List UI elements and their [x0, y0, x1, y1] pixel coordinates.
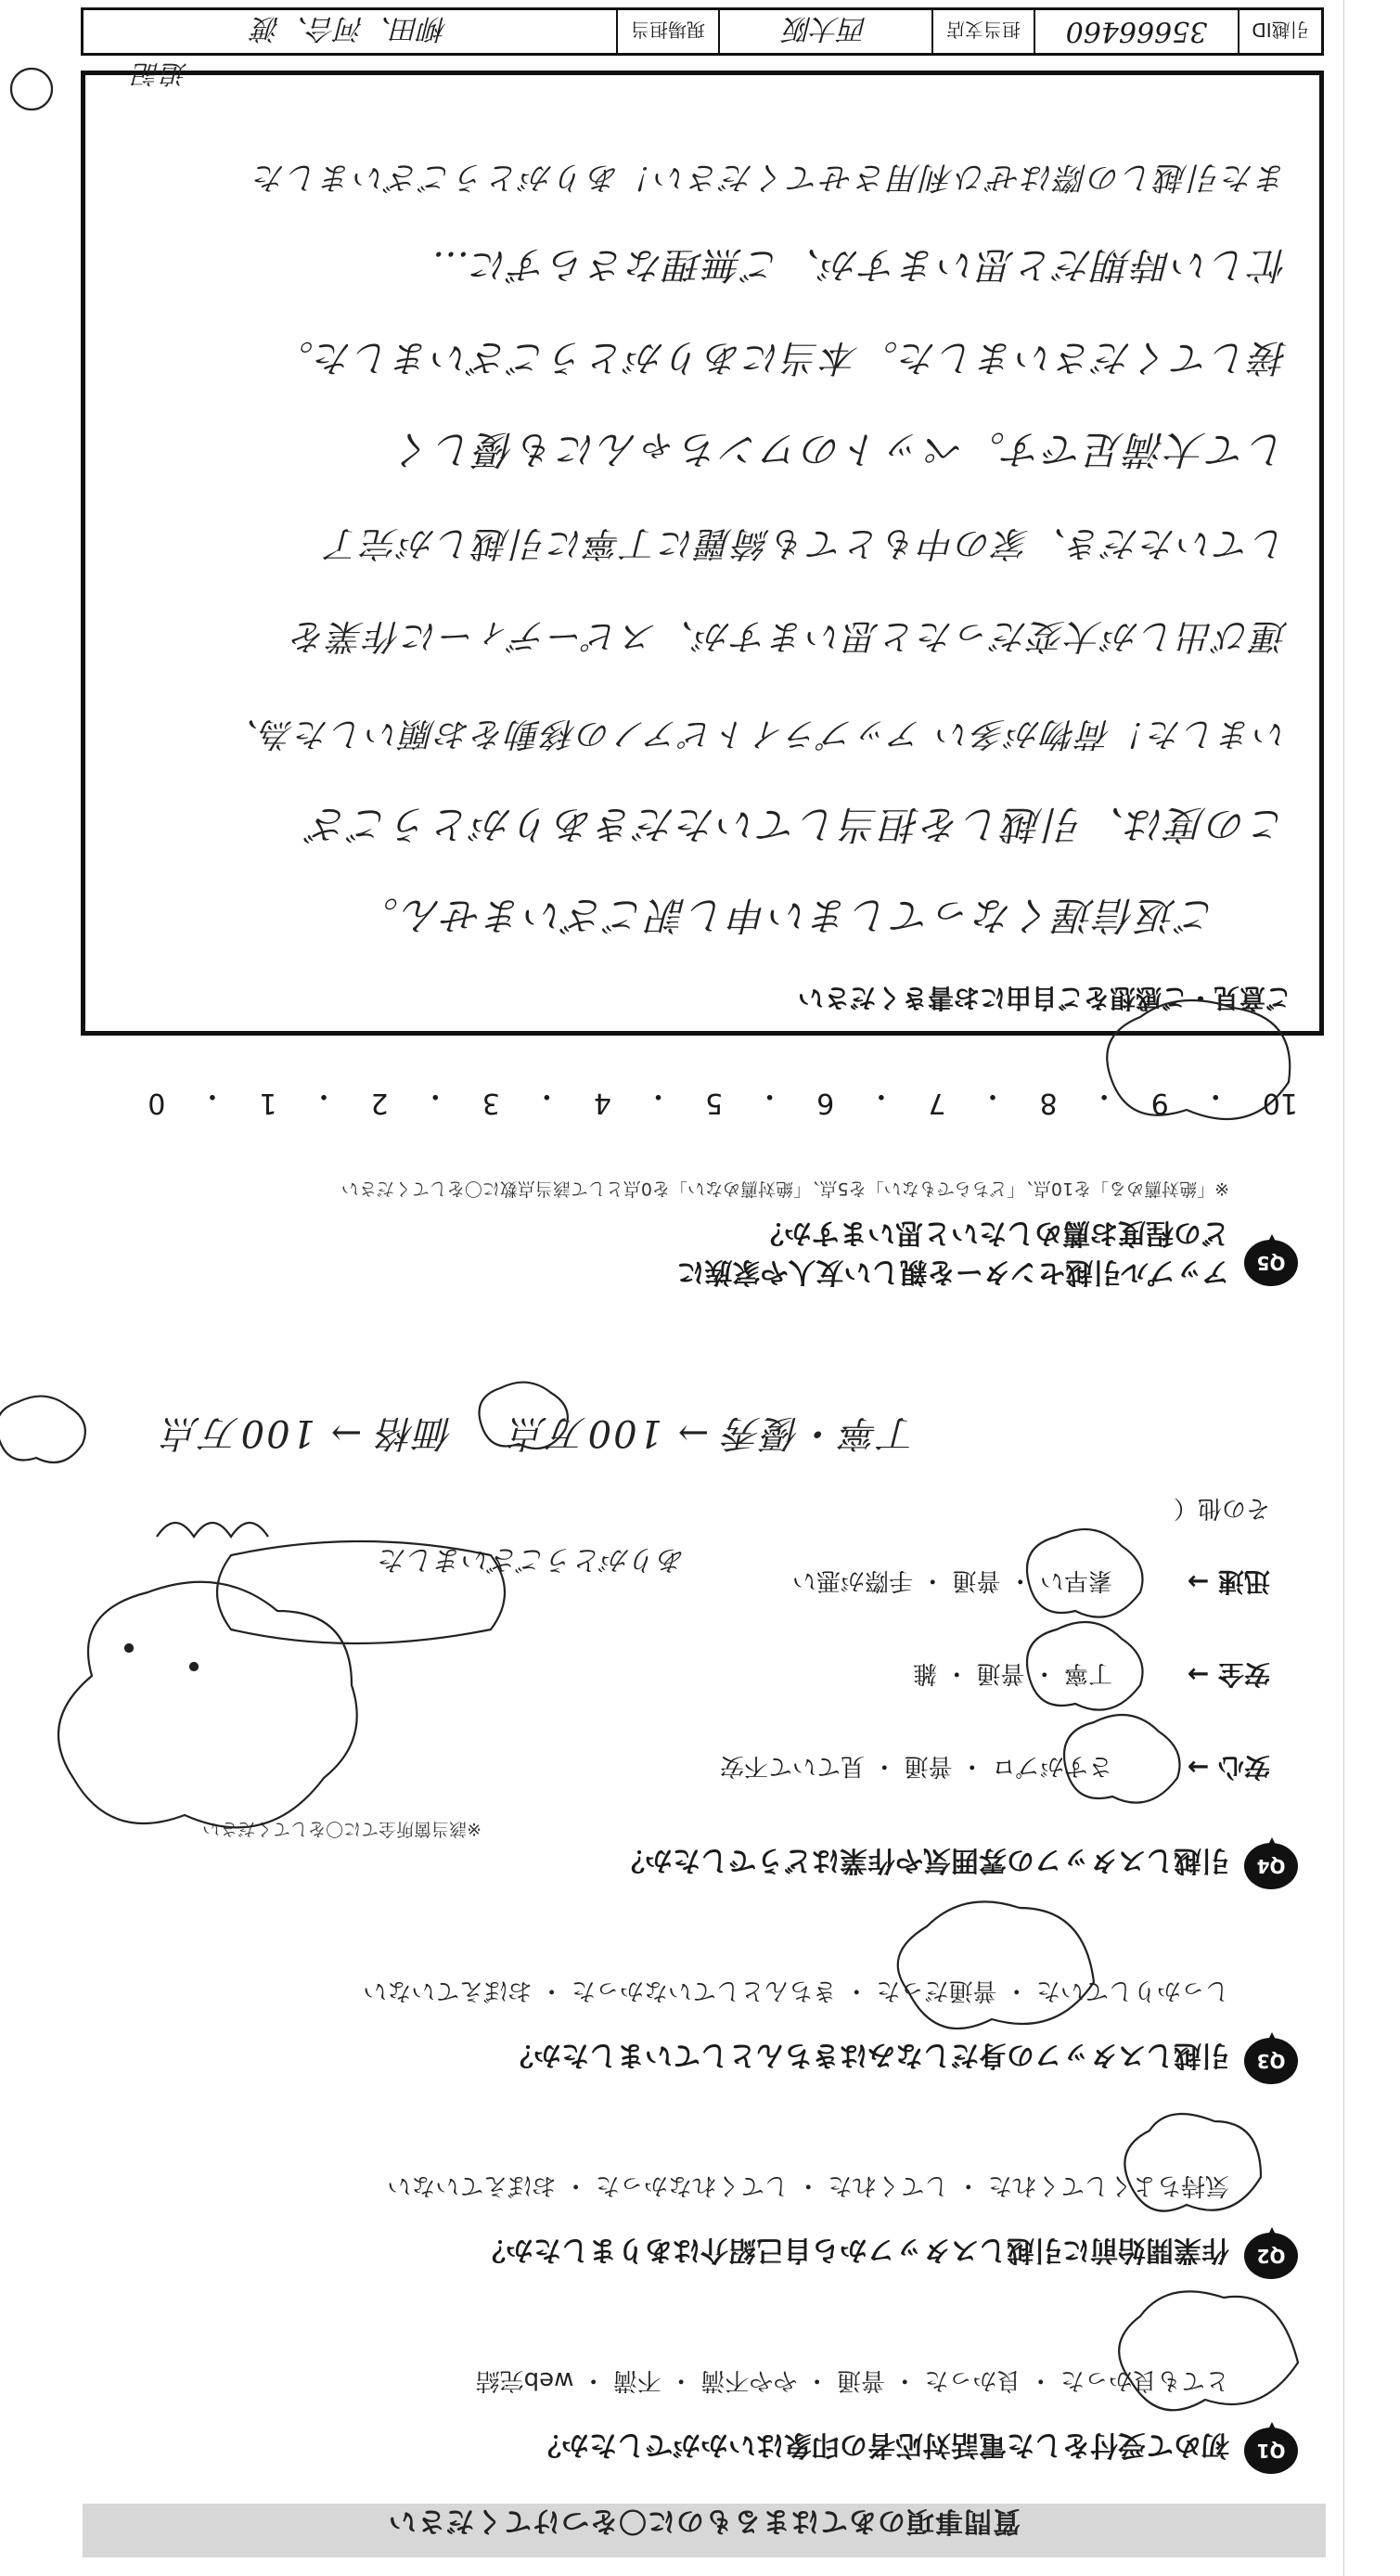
q5-text-line1: アップル引越センターを親しい友人や家族に	[676, 1256, 1229, 1288]
q3-options: しっかりしていた ・ 普通だった ・ きちんとしていなかった ・ おぼえていない	[363, 1977, 1229, 2004]
footer-id-label: 引越ID	[1238, 10, 1321, 53]
score-separator: ・	[644, 1079, 673, 1112]
comment-corner-note: 追記	[131, 58, 187, 89]
q4-row-anzen-label: 安全 →	[1187, 1659, 1270, 1690]
score-separator: ・	[198, 1079, 226, 1112]
q4-row-anshin-options: さすがプロ ・ 普通 ・ 見ていて不安	[719, 1752, 1112, 1780]
score-separator: ・	[421, 1079, 450, 1112]
q1-badge: Q1	[1244, 2428, 1298, 2474]
score-separator: ・	[1090, 1079, 1119, 1112]
q2-badge: Q2	[1244, 2233, 1298, 2279]
q4-text: 引越しスタッフの雰囲気や作業はどうでしたか？	[617, 1844, 1229, 1876]
q1-text: 初めて受付をした電話対応者の印象はいかがでしたか？	[533, 2428, 1229, 2461]
comment-line-2: この度は、引越しを担当していただきありがとうござ	[307, 802, 1288, 847]
q4-badge: Q4	[1244, 1843, 1298, 1889]
comment-line-6: して大満足です。ペットのワンちゃんにも優しく	[392, 427, 1288, 472]
score-option[interactable]: 4	[593, 1087, 611, 1119]
score-option[interactable]: 3	[482, 1087, 500, 1119]
instruction-text: 質問事項のあてはまるものに〇をつけてください	[388, 2505, 1021, 2537]
q4-other-answer-1: 丁寧・優秀 → 100万点	[507, 1411, 918, 1454]
score-separator: ・	[1201, 1079, 1230, 1112]
q4-note: ※該当箇所全てに〇をしてください	[202, 1819, 482, 1839]
comment-line-5: していただき、家の中もとても綺麗に丁寧に引越しが完了	[324, 523, 1288, 564]
score-option[interactable]: 1	[259, 1087, 277, 1119]
q4-other-answer-2: 価格 → 100万点	[161, 1411, 454, 1454]
comment-line-8: 忙しい時期だと思いますが、ご無理なさらずに…	[430, 243, 1288, 286]
comment-title: ご意見・ご感想をご自由にお書きください	[797, 983, 1291, 1013]
score-option[interactable]: 0	[148, 1087, 166, 1119]
q1-options: とても良かった ・ 良かった ・ 普通 ・ やや不満 ・ 不満 ・ web完結	[475, 2366, 1229, 2394]
comment-line-3: いました！荷物が多い アップライトピアノの移動をお願いした為、	[224, 715, 1288, 753]
footer-staff-value: 柳田、河合、渡	[252, 12, 447, 45]
score-option[interactable]: 9	[1150, 1087, 1169, 1119]
score-option[interactable]: 8	[1039, 1087, 1058, 1119]
footer-branch-value: 西大阪	[718, 10, 931, 53]
q2-options: 気持ちよくしてくれた ・ してくれた ・ してくれなかった ・ おぼえていない	[387, 2171, 1229, 2199]
score-option[interactable]: 5	[705, 1087, 724, 1119]
q4-row-anshin-label: 安心 →	[1187, 1752, 1270, 1783]
comment-line-9: また引越しの際はぜひ利用させてください！ありがとうございました	[252, 159, 1288, 196]
q3-badge: Q3	[1244, 2038, 1298, 2084]
score-option[interactable]: 6	[816, 1087, 835, 1119]
footer-staff-label: 現場担当	[616, 10, 718, 53]
score-option[interactable]: 2	[370, 1087, 389, 1119]
comment-line-4: 運び出しが大変だったと思いますが、スピーディーに作業を	[289, 616, 1288, 657]
q4-row-jinsoku-label: 迅速 →	[1187, 1566, 1270, 1597]
q5-text-line2: どの程度お薦めしたいと思いますか？	[756, 1217, 1229, 1249]
score-option[interactable]: 7	[928, 1087, 946, 1119]
q4-row-anzen-options: 丁寧 ・ 普通 ・ 雑	[912, 1659, 1112, 1687]
footer-id-value: 35666460	[1034, 10, 1238, 53]
score-separator: ・	[978, 1079, 1007, 1112]
q4-thanks-bubble-text: ありがとうございました	[379, 1543, 686, 1576]
score-separator: ・	[755, 1079, 784, 1112]
q3-text: 引越しスタッフの身だしなみはきちんとしていましたか？	[506, 2039, 1229, 2071]
comment-line-7: 接してくださいました。本当にありがとうございました。	[275, 336, 1288, 379]
footer-branch-label: 担当支店	[931, 10, 1034, 53]
comment-line-1: ご返信遅くなってしまい申し訳ございません。	[357, 893, 1217, 938]
score-separator: ・	[533, 1079, 561, 1112]
q2-text: 作業開始前に引越しスタッフから自己紹介はありましたか？	[478, 2234, 1229, 2266]
score-option[interactable]: 10	[1262, 1087, 1298, 1119]
score-separator: ・	[310, 1079, 339, 1112]
q5-note: ※「絶対薦める」を10点、「どちらでもない」を5点、「絶対薦めない」を0点として該当点数に〇をしてください	[340, 1179, 1229, 1199]
score-separator: ・	[867, 1079, 895, 1112]
q5-badge: Q5	[1244, 1240, 1298, 1286]
q4-row-jinsoku-options: 素早い ・ 普通 ・ 手際が悪い	[791, 1566, 1112, 1594]
q4-other-label: その他（	[1173, 1494, 1270, 1522]
